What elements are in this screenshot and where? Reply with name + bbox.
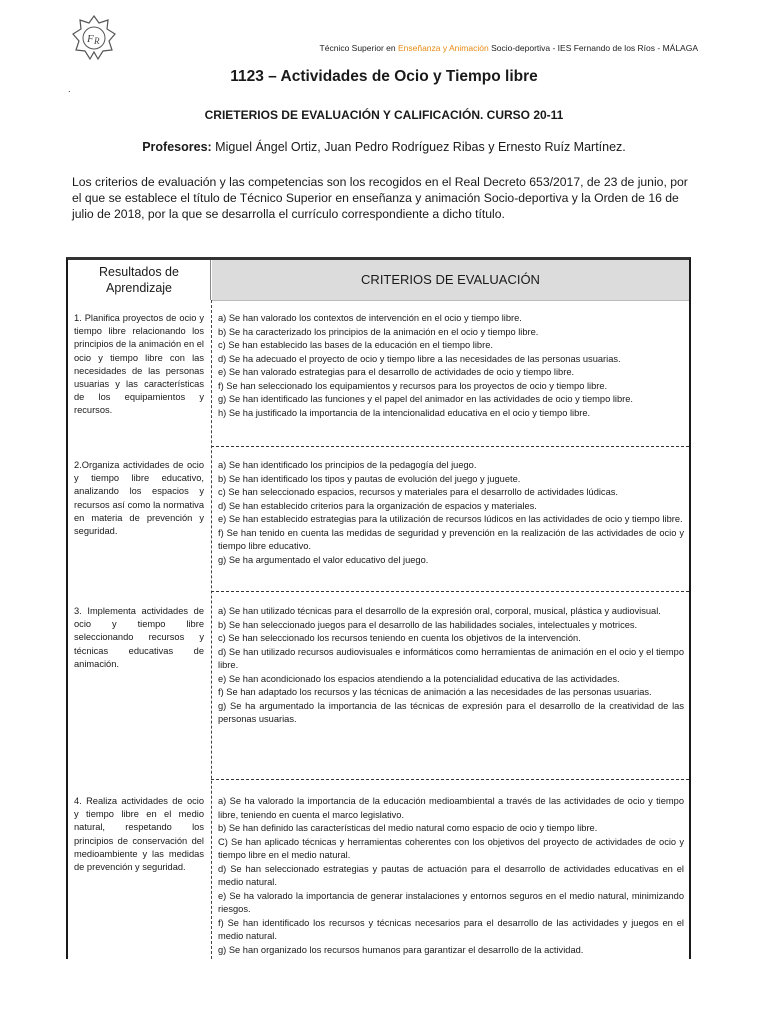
svg-text:F: F <box>87 33 94 45</box>
criterion-item: d) Se han establecido criterios para la organización de espacios y materiales. <box>218 500 537 511</box>
col-header-outcomes-line1: Resultados de <box>99 265 179 279</box>
criterion-item: e) Se ha valorado la importancia de generar instalaciones y entornos seguros en el medio natural, minimizando riesgos. <box>218 890 684 914</box>
criterion-item: a) Se han valorado los contextos de intervención en el ocio y tiempo libre. <box>218 313 522 323</box>
criterion-item: f) Se han tenido en cuenta las medidas de seguridad y prevención en la realización de las actividades de ocio y tiempo libre educativo. <box>218 527 684 551</box>
page-header <box>320 43 698 53</box>
outcome-cell: 4. Realiza actividades de ocio y tiempo libre en el medio natural, respetando los principios de conservación del medioambiente y las medidas de prevención y seguridad. <box>74 796 204 873</box>
criterion-item: d) Se han seleccionado estrategias y pautas de actuación para el desarrollo de actividades educativas en el medio natural. <box>218 863 684 887</box>
criterion-item: c) Se han seleccionado los recursos teniendo en cuenta los objetivos de la intervención. <box>218 633 581 643</box>
professors-label: Profesores: <box>142 140 212 154</box>
criterion-item: a) Se han identificado los principios de la pedagogía del juego. <box>218 460 477 470</box>
criterion-item: a) Se han utilizado técnicas para el desarrollo de la expresión oral, corporal, musical, plástica y audiovisual. <box>218 606 661 616</box>
criterion-item: b) Se han definido las características del medio natural como espacio de ocio y tiempo libre. <box>218 823 598 833</box>
criterion-item: c) Se han establecido las bases de la educación en el tiempo libre. <box>218 340 493 350</box>
row-separator <box>211 446 689 447</box>
outcome-cell: 2.Organiza actividades de ocio y tiempo libre educativo, analizando los espacios y recursos así como la normativa en materia de prevención y seguridad. <box>74 460 204 537</box>
professors-line <box>0 140 768 154</box>
criterion-item: g) Se ha argumentado el valor educativo del juego. <box>218 554 429 565</box>
row-separator <box>211 779 689 780</box>
outcome-cell: 1. Planifica proyectos de ocio y tiempo libre relacionando los principios de la animación en el ocio y tiempo libre con las necesidades de las personas usuarias y las características de los equipamientos y recursos. <box>74 313 204 416</box>
criteria-cell <box>218 312 684 420</box>
header-accent: Enseñanza y Animación <box>397 43 489 53</box>
criterion-item: c) Se han seleccionado espacios, recursos y materiales para el desarrollo de actividades lúdicas. <box>218 487 618 497</box>
header-suffix: Socio-deportiva - IES Fernando de los Ríos - MÁLAGA <box>488 43 698 53</box>
criterion-item: f) Se han seleccionado los equipamientos y recursos para los proyectos de ocio y tiempo libre. <box>218 380 608 391</box>
criterion-item: d) Se han utilizado recursos audiovisuales e informáticos como herramientas de animación en el ocio y el tiempo libre. <box>218 646 684 670</box>
criteria-table <box>66 257 691 959</box>
criterion-item: g) Se han organizado los recursos humanos para garantizar el desarrollo de la actividad. <box>218 944 584 955</box>
col-header-criteria: CRITERIOS DE EVALUACIÓN <box>212 260 689 301</box>
svg-text:R: R <box>94 36 100 46</box>
criterion-item: e) Se han valorado estrategias para el desarrollo de actividades de ocio y tiempo libre. <box>218 367 575 377</box>
criterion-item: b) Se han identificado los tipos y pautas de evolución del juego y juguete. <box>218 473 521 484</box>
professors-names: Miguel Ángel Ortiz, Juan Pedro Rodríguez Ribas y Ernesto Ruíz Martínez. <box>211 140 626 154</box>
document-subtitle: CRIETERIOS DE EVALUACIÓN Y CALIFICACIÓN. CURSO 20-11 <box>204 108 564 122</box>
school-logo <box>70 14 118 62</box>
document-title: 1123 – Actividades de Ocio y Tiempo libre <box>230 68 538 85</box>
criteria-cell <box>218 459 684 567</box>
row-separator <box>211 591 689 592</box>
criterion-item: h) Se ha justificado la importancia de la intencionalidad educativa en el ocio y tiempo libre. <box>218 407 591 418</box>
criterion-item: a) Se ha valorado la importancia de la educación medioambiental a través de las actividades de ocio y tiempo libre, teniendo en cuenta el marco legislativo. <box>218 796 684 820</box>
criteria-cell <box>218 795 684 957</box>
column-divider <box>211 300 212 959</box>
criterion-item: e) Se han acondicionado los espacios atendiendo a la potencialidad educativa de las actividades. <box>218 673 620 684</box>
criterion-item: g) Se ha argumentado la importancia de las técnicas de expresión para el desarrollo de la creatividad de las personas usuarias. <box>218 700 684 724</box>
header-prefix: Técnico Superior en <box>319 43 398 53</box>
outcome-cell: 3. Implementa actividades de ocio y tiempo libre seleccionando recursos y técnicas educativas de animación. <box>74 606 204 669</box>
criteria-cell <box>218 605 684 727</box>
criterion-item: g) Se han identificado las funciones y el papel del animador en las actividades de ocio y tiempo libre. <box>218 394 633 404</box>
col-header-outcomes <box>68 260 211 300</box>
criterion-item: f) Se han adaptado los recursos y las técnicas de animación a las necesidades de las personas usuarias. <box>218 687 652 697</box>
col-header-outcomes-line2: Aprendizaje <box>105 281 172 295</box>
intro-paragraph: Los criterios de evaluación y las competencias son los recogidos en el Real Decreto 653/2017, de 23 de junio, por el que se establece el título de Técnico Superior en enseñanza y animación Socio-deportiva y la Orden de 16 de julio de 2018, por la que se desarrolla el currículo correspondiente a dicho título. <box>72 175 688 221</box>
criterion-item: e) Se han establecido estrategias para la utilización de recursos lúdicos en las actividades de ocio y tiempo libre. <box>218 514 683 524</box>
criterion-item: d) Se ha adecuado el proyecto de ocio y tiempo libre a las necesidades de las personas usuarias. <box>218 353 621 364</box>
criterion-item: b) Se ha caracterizado los principios de la animación en el ocio y tiempo libre. <box>218 326 539 337</box>
criterion-item: f) Se han identificado los recursos y técnicas necesarios para el desarrollo de las actividades y juegos en el medio natural. <box>218 917 684 941</box>
criterion-item: b) Se han seleccionado juegos para el desarrollo de las habilidades sociales, intelectuales y motrices. <box>218 619 638 630</box>
criterion-item: C) Se han aplicado técnicas y herramientas coherentes con los objetivos del proyecto de actividades de ocio y tiempo libre en el medio natural. <box>218 836 684 860</box>
stray-mark: . <box>68 84 71 94</box>
